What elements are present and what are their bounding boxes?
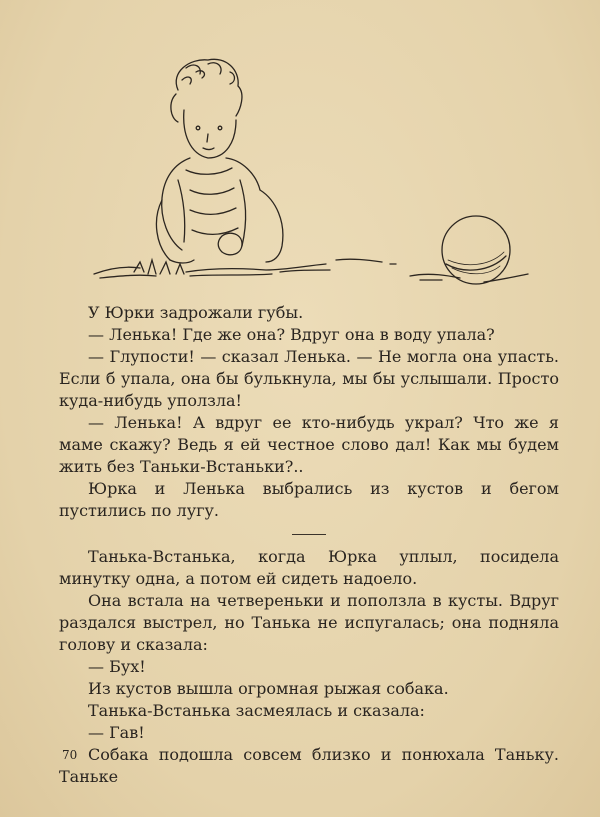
paragraph: Танька-Встанька, когда Юрка уплыл, посидела минутку одна, а потом ей сидеть надоело.	[59, 547, 559, 588]
paragraph: — Бух!	[88, 657, 146, 676]
paragraph: Юрка и Ленька выбрались из кустов и бегом пустились по лугу.	[59, 479, 559, 520]
paragraph: Она встала на четвереньки и поползла в кусты. Вдруг раздался выстрел, но Танька не испугалась; она подняла голову и сказала:	[59, 591, 559, 654]
paragraph: У Юрки задрожали губы.	[88, 303, 304, 322]
paragraph: Танька-Встанька засмеялась и сказала:	[88, 701, 425, 720]
paragraph: Собака подошла совсем близко и понюхала Таньку. Таньке	[59, 745, 559, 786]
divider-line	[292, 534, 326, 535]
child-and-ball-illustration	[90, 50, 530, 290]
section-divider	[59, 522, 559, 546]
paragraph: — Ленька! Где же она? Вдруг она в воду упала?	[88, 325, 495, 344]
paragraph: — Гав!	[88, 723, 145, 742]
paragraph: Из кустов вышла огромная рыжая собака.	[88, 679, 449, 698]
paragraph: — Глупости! — сказал Ленька. — Не могла она упасть. Если б упала, она бы булькнула, мы бы услышали. Просто куда-нибудь уползла!	[59, 347, 559, 410]
story-text	[59, 302, 559, 788]
paragraph: — Ленька! А вдруг ее кто-нибудь украл? Что же я маме скажу? Ведь я ей честное слово дал! Как мы будем жить без Таньки-Встаньки?..	[59, 413, 559, 476]
page-number: 70	[62, 748, 78, 762]
